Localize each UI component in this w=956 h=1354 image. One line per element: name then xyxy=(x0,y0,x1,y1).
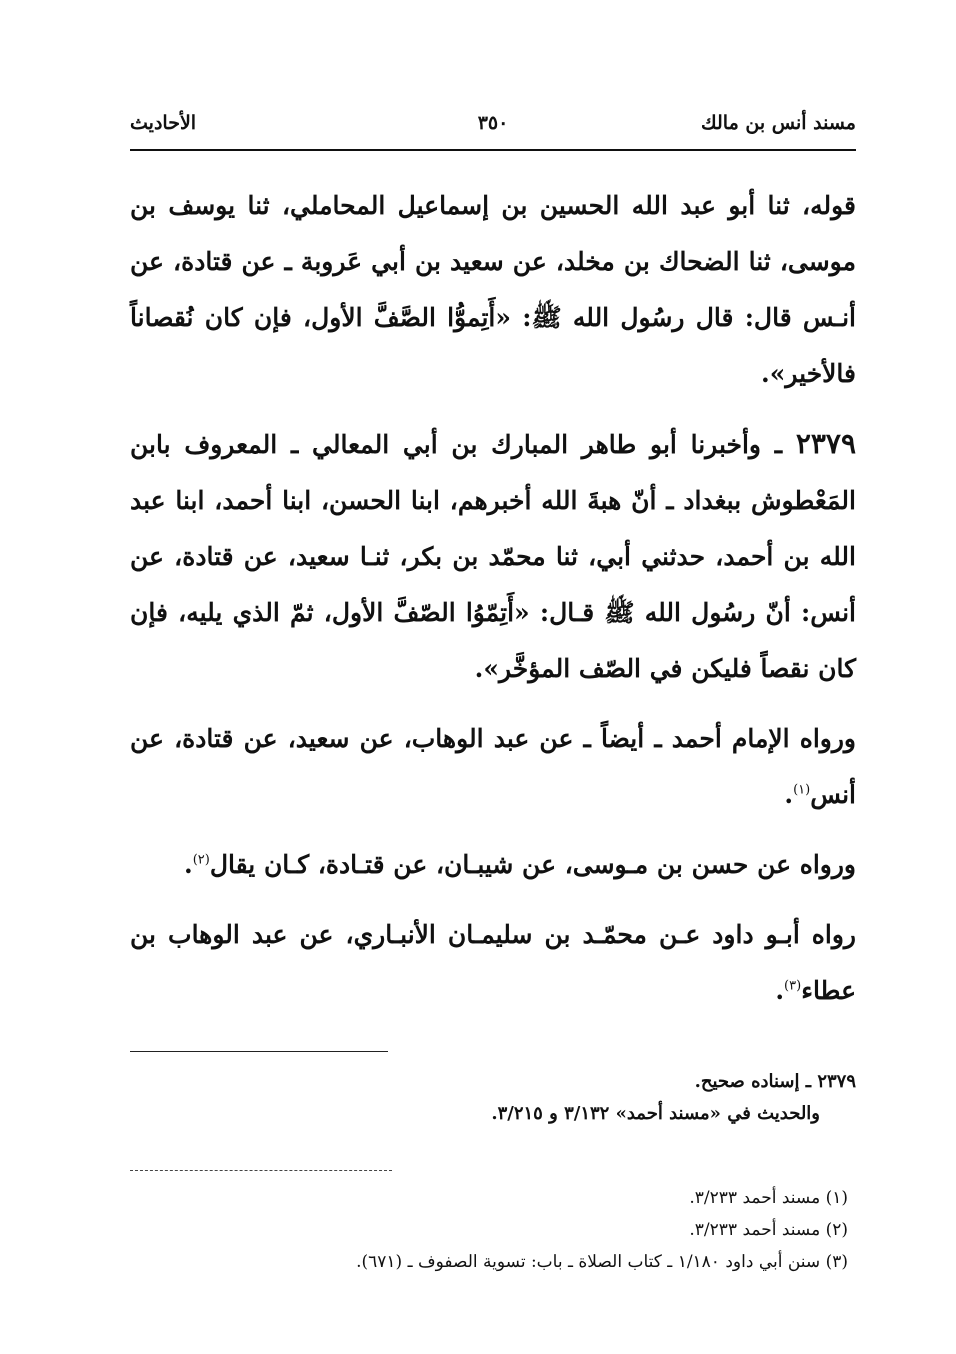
footnote-2: (٢) مسند أحمد ٣/٢٣٣. xyxy=(689,1220,848,1240)
hadith-number: ٢٣٧٩ xyxy=(795,427,856,460)
book-page xyxy=(130,0,856,1354)
paragraph-intro xyxy=(130,178,856,402)
footnote-separator xyxy=(130,1170,392,1171)
footnotes xyxy=(130,1182,856,1278)
footnote-ref-2[interactable]: (٢) xyxy=(192,852,210,868)
page-number: ٣٥٠ xyxy=(477,112,509,134)
book-title: مسند أنس بن مالك xyxy=(701,112,856,134)
paragraph-text: ورواه عن حسن بن مـوسى، عن شيبـان، عن قتـادة، كـان يقال xyxy=(209,850,856,879)
footnote-ref-1[interactable]: (١) xyxy=(793,782,811,798)
paragraph-abu-dawud-riwaya xyxy=(130,907,856,1019)
takhrij-notes xyxy=(130,1066,856,1130)
paragraph-end: . xyxy=(784,780,794,809)
footnote-ref-3[interactable]: (٣) xyxy=(784,978,802,994)
footnote-1: (١) مسند أحمد ٣/٢٣٣. xyxy=(689,1188,848,1208)
section-title: الأحاديث xyxy=(130,112,197,134)
running-header xyxy=(130,108,856,148)
paragraph-end: . xyxy=(775,976,785,1005)
paragraph-end: . xyxy=(184,850,193,879)
paragraph-text: قوله، ثنا أبو عبد الله الحسين بن إسماعيل المحاملي، ثنا يوسف بن موسى، ثنا الضحاك بن مخلد، عن سعيد بن أبي عَروبة ـ عن قتادة، عن أنـس قال: قال رسُول الله ﷺ: «أَتِموُّا الصَّفَّ الأول، فإن كان نُقصاناً فالأخير». xyxy=(130,191,856,388)
paragraph-shayban-riwaya xyxy=(130,837,856,893)
header-rule xyxy=(130,149,856,151)
footnote-3: (٣) سنن أبي داود ١/١٨٠ ـ كتاب الصلاة ـ باب: تسوية الصفوف ـ (٦٧١). xyxy=(356,1252,848,1272)
takhrij-line-1: ٢٣٧٩ ـ إسناده صحيح. xyxy=(694,1071,856,1092)
takhrij-separator xyxy=(130,1051,388,1052)
hadith-2379 xyxy=(130,416,856,697)
main-text xyxy=(130,178,856,1019)
paragraph-text: رواه أبـو داود عـن محمّـد بن سليمـان الأنبـاري، عن عبد الوهاب بن عطاء xyxy=(130,920,856,1005)
paragraph-text: ورواه الإمام أحمد ـ أيضاً ـ عن عبد الوهاب، عن سعيد، عن قتادة، عن أنس xyxy=(130,724,856,809)
takhrij-line-2: والحديث في «مسند أحمد» ٣/١٣٢ و ٣/٢١٥. xyxy=(491,1103,820,1124)
paragraph-ahmad-riwaya xyxy=(130,711,856,823)
hadith-text: ـ وأخبرنا أبو طاهر المبارك بن أبي المعالي ـ المعروف بابن المَعْطوش ببغداد ـ أنّ هبةَ الله أخبرهم، ابنا الحسن، ابنا أحمد، ابنا عبد الله بن أحمد، حدثني أبي، ثنا محمّد بن بكر، ثنـا سعيد، عن قتادة، عن أنس: أنّ رسُول الله ﷺ قـال: «أَتِمّوُا الصّفَّ الأول، ثمّ الذي يليه، فإن كان نقصاً فليكن في الصّف المؤخَّر». xyxy=(130,430,856,683)
